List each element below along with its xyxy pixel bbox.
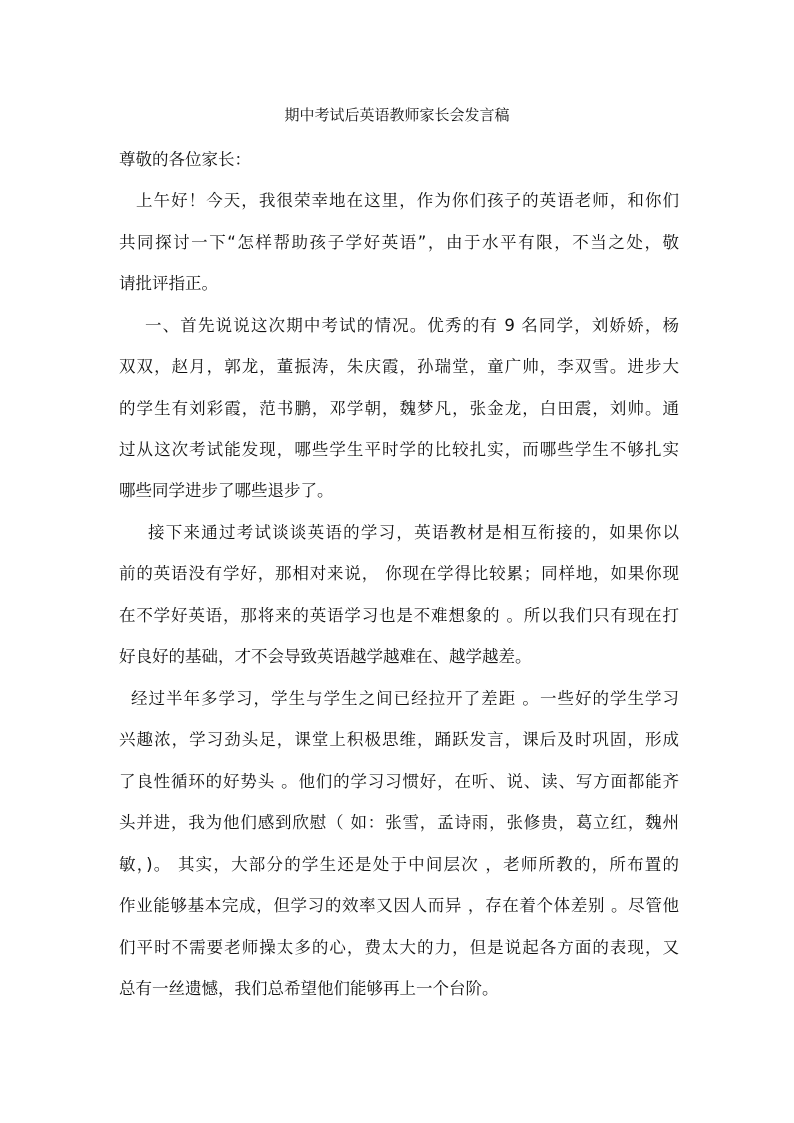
paragraph-line: 请批评指正。: [119, 274, 218, 293]
paragraph-line: 双双，赵月，郭龙，董振涛，朱庆霞，孙瑞堂，童广帅，李双雪。进步大: [119, 357, 679, 376]
paragraph-line: 哪些同学进步了哪些退步了。: [119, 481, 334, 500]
salutation: 尊敬的各位家长：: [119, 150, 251, 169]
document-title: 期中考试后英语教师家长会发言稿: [284, 106, 510, 124]
paragraph-line: 的学生有刘彩霞，范书鹏，邓学朝，魏梦凡，张金龙，白田震，刘帅。通: [119, 399, 679, 418]
paragraph-line: 过从这次考试能发现，哪些学生平时学的比较扎实，而哪些学生不够扎实: [119, 440, 679, 459]
paragraph-line: 好良好的基础，才不会导致英语越学越难在、越学越差。: [119, 647, 532, 666]
paragraph-line: 们平时不需要老师操太多的心，费太大的力，但是说起各方面的表现，又: [119, 938, 679, 957]
paragraph-line: 前的英语没有学好，那相对来说， 你现在学得比较累；同样地，如果你现: [119, 564, 679, 583]
paragraph-line: 一、首先说说这次期中考试的情况。优秀的有 9 名同学，刘娇娇，杨: [145, 316, 679, 335]
paragraph-line: 经过半年多学习，学生与学生之间已经拉开了差距 。一些好的学生学习: [131, 689, 679, 708]
paragraph-line: 兴趣浓，学习劲头足，课堂上积极思维，踊跃发言，课后及时巩固，形成: [119, 730, 679, 749]
paragraph-line: 敏，)。 其实，大部分的学生还是处于中间层次 ，老师所教的，所布置的: [119, 855, 679, 874]
paragraph-line: 作业能够基本完成，但学习的效率又因人而异 ，存在着个体差别 。尽管他: [119, 896, 679, 915]
paragraph-line: 总有一丝遗憾，我们总希望他们能够再上一个台阶。: [119, 979, 499, 998]
paragraph-line: 在不学好英语，那将来的英语学习也是不难想象的 。所以我们只有现在打: [119, 606, 679, 625]
paragraph-line: 了良性循环的好势头 。他们的学习习惯好，在听、说、读、写方面都能齐: [119, 772, 679, 791]
paragraph-line: 共同探讨一下“怎样帮助孩子学好英语”，由于水平有限，不当之处，敬: [119, 233, 679, 252]
paragraph-line: 接下来通过考试谈谈英语的学习，英语教材是相互衔接的，如果你以: [148, 523, 679, 542]
paragraph-line: 头并进，我为他们感到欣慰（ 如：张雪，孟诗雨，张修贵，葛立红，魏州: [119, 813, 679, 832]
paragraph-line: 上午好！今天，我很荣幸地在这里，作为你们孩子的英语老师，和你们: [136, 191, 679, 210]
